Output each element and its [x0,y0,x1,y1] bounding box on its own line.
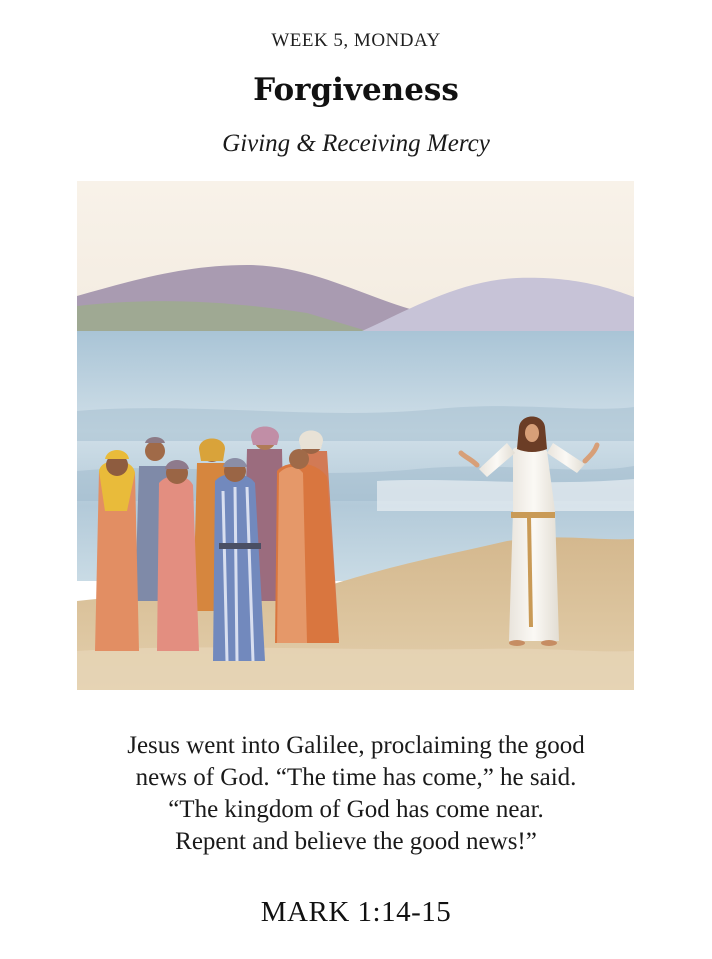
verse-line: “The kingdom of God has come near. [168,796,544,823]
verse-line: Jesus went into Galilee, proclaiming the good [127,732,585,759]
scripture-verse [40,730,672,858]
watercolor-scene [77,181,634,690]
verse-line: Repent and believe the good news!” [175,828,537,855]
verse-line: news of God. “The time has come,” he said. [135,764,577,791]
page-subtitle: Giving & Receiving Mercy [222,130,490,157]
page-title: Forgiveness [253,72,459,108]
week-day-label: WEEK 5, MONDAY [271,30,441,51]
scripture-reference: MARK 1:14-15 [260,896,452,928]
jesus-preaching-illustration [77,181,634,690]
